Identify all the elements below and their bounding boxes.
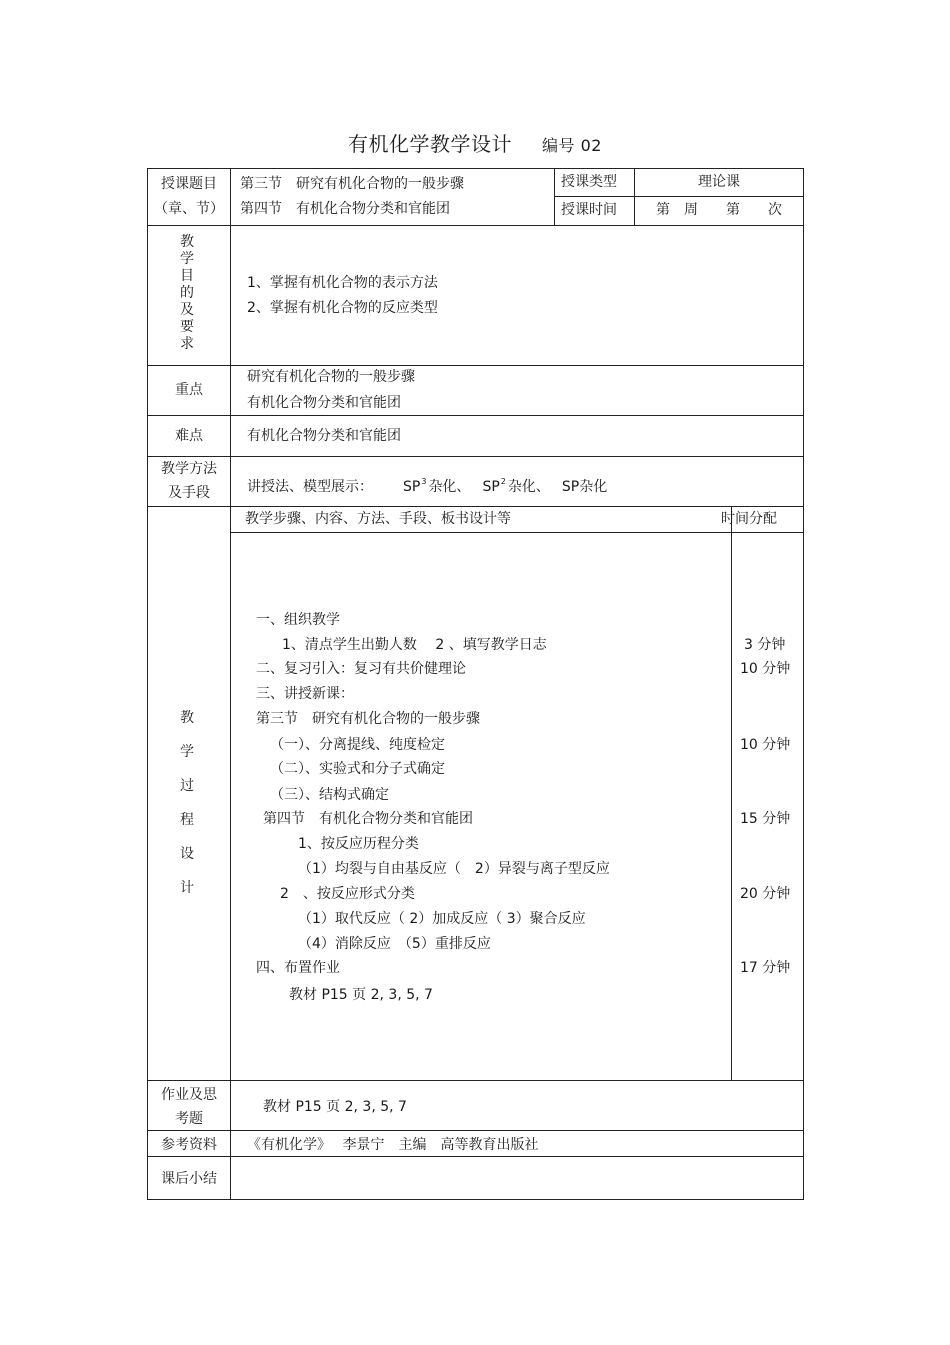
- label-column-divider: [230, 169, 231, 1200]
- key-points-label: 重点: [175, 382, 203, 398]
- methods-label: 教学方法: [161, 461, 217, 477]
- homework-label-sub: 考题: [175, 1111, 203, 1127]
- time-column-divider: [731, 506, 732, 1080]
- objective-item: 2、掌握有机化合物的反应类型: [247, 300, 438, 316]
- process-time-header: 时间分配: [721, 511, 777, 527]
- process-steps-header: 教学步骤、内容、方法、手段、板书设计等: [245, 511, 511, 527]
- lesson-time-value: 第 周 第 次: [656, 202, 782, 218]
- row-divider: [148, 415, 804, 416]
- process-line: 二、复习引入：复习有共价健理论: [256, 661, 466, 677]
- process-line: 一、组织教学: [256, 612, 340, 628]
- references-value: 《有机化学》 李景宁 主编 高等教育出版社: [247, 1137, 539, 1153]
- time-allocation: 20 分钟: [740, 886, 791, 902]
- time-allocation: 10 分钟: [740, 737, 791, 753]
- row-divider: [148, 365, 804, 366]
- topic-line-1: 第三节 研究有机化合物的一般步骤: [240, 176, 464, 192]
- methods-label-sub: 及手段: [168, 485, 210, 501]
- process-line: （二）、实验式和分子式确定: [270, 761, 445, 777]
- difficulty-label: 难点: [175, 428, 203, 444]
- document-title-main: 有机化学教学设计: [348, 132, 513, 156]
- lesson-plan-table: [147, 168, 804, 1200]
- document-number: 编号 02: [542, 136, 602, 155]
- process-line: 教材 P15 页 2, 3, 5, 7: [289, 987, 433, 1003]
- document-title: [0, 128, 950, 157]
- homework-label: 作业及思: [161, 1087, 217, 1103]
- process-label: 教 学 过 程 设 计: [180, 710, 194, 896]
- process-line: 第四节 有机化合物分类和官能团: [263, 811, 473, 827]
- process-header-divider: [230, 532, 804, 533]
- header-divider: [554, 169, 555, 225]
- lesson-type-label: 授课类型: [561, 174, 617, 190]
- row-divider: [148, 225, 804, 226]
- key-point-item: 研究有机化合物的一般步骤: [247, 369, 415, 385]
- process-line: 第三节 研究有机化合物的一般步骤: [256, 711, 480, 727]
- process-line: 2 、按反应形式分类: [280, 886, 415, 902]
- difficulty-value: 有机化合物分类和官能团: [247, 428, 401, 444]
- topic-line-2: 第四节 有机化合物分类和官能团: [240, 201, 450, 217]
- process-line: （一）、分离提线、纯度检定: [270, 737, 445, 753]
- row-divider: [148, 506, 804, 507]
- time-allocation: 10 分钟: [740, 661, 791, 677]
- references-label: 参考资料: [161, 1137, 217, 1153]
- process-line: 1、按反应历程分类: [298, 836, 419, 852]
- objective-item: 1、掌握有机化合物的表示方法: [247, 275, 438, 291]
- homework-value: 教材 P15 页 2, 3, 5, 7: [263, 1099, 407, 1115]
- row-divider: [148, 1080, 804, 1081]
- lesson-time-label: 授课时间: [561, 202, 617, 218]
- header-right-divider: [554, 196, 804, 197]
- process-line: 三、讲授新课：: [256, 686, 354, 702]
- key-point-item: 有机化合物分类和官能团: [247, 395, 401, 411]
- topic-label-sub: （章、节）: [154, 201, 224, 217]
- row-divider: [148, 456, 804, 457]
- process-line: 1、清点学生出勤人数 2 、填写教学日志: [282, 637, 547, 653]
- methods-value: 讲授法、模型展示： $SP^3$ 杂化、 $SP^2$ 杂化、 SP杂化: [247, 477, 608, 495]
- process-line: （1）取代反应（ 2）加成反应（ 3）聚合反应: [298, 911, 586, 927]
- row-divider: [148, 1156, 804, 1157]
- row-divider: [148, 1130, 804, 1131]
- process-line: （1）均裂与自由基反应（ 2）异裂与离子型反应: [298, 861, 610, 877]
- time-allocation: 15 分钟: [740, 811, 791, 827]
- process-line: 四、布置作业: [256, 960, 340, 976]
- time-allocation: 3 分钟: [744, 637, 786, 653]
- summary-label: 课后小结: [161, 1171, 217, 1187]
- process-line: （4）消除反应 （5）重排反应: [298, 936, 491, 952]
- objectives-label: 教 学 目 的 及 要 求: [180, 234, 194, 352]
- lesson-type-value: 理论课: [698, 174, 740, 190]
- time-allocation: 17 分钟: [740, 960, 791, 976]
- topic-label: 授课题目: [161, 176, 217, 192]
- process-line: （三）、结构式确定: [270, 787, 389, 803]
